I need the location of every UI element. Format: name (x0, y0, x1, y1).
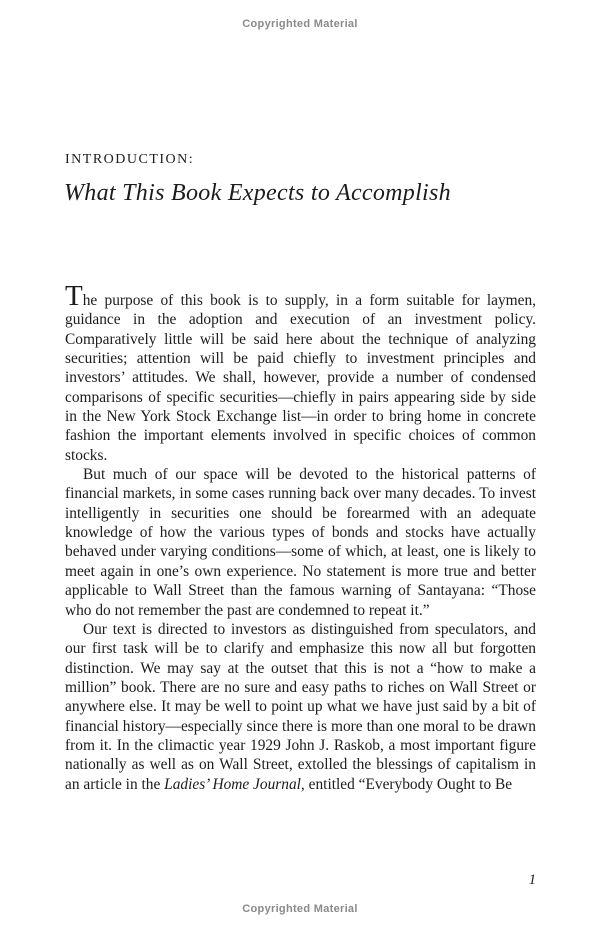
chapter-title: What This Book Expects to Accomplish (64, 180, 451, 206)
copyright-notice-top: Copyrighted Material (242, 18, 358, 30)
chapter-kicker: INTRODUCTION: (65, 152, 195, 167)
page-number: 1 (528, 872, 536, 888)
copyright-notice-bottom: Copyrighted Material (242, 903, 358, 915)
paragraph-1 (65, 280, 536, 465)
paragraph-3 (65, 620, 536, 794)
paragraph-3-text-a: Our text is directed to investors as distinguished from speculators, and our first task will be to clarify and emphasize this now all but forgotten distinction. We may say at the outset that this is not a “how to make a million” book. There are no sure and easy paths to riches on Wall Street or anywhere else. It may be well to point up what we have just said by a bit of financial history—especially since there is more than one moral to be drawn from it. In the climactic year 1929 John J. Raskob, a most important figure nationally as well as on Wall Street, extolled the blessings of capitalism in an article in the (65, 620, 536, 793)
body-text (65, 280, 536, 794)
initial-capital: T (65, 280, 83, 312)
paragraph-2: But much of our space will be devoted to the historical patterns of financial markets, in some cases running back over many decades. To invest intelligently in securities one should be forearmed with an adequate knowledge of how the various types of bonds and stocks have actually behaved under varying conditions—some of which, at least, one is likely to meet again in one’s own experience. No statement is more true and better applicable to Wall Street than the famous warning of Santayana: “Those who do not remember the past are condemned to repeat it.” (65, 466, 536, 619)
journal-title: Ladies’ Home Journal, (164, 775, 305, 793)
paragraph-3-text-b: entitled “Everybody Ought to Be (304, 775, 513, 793)
paragraph-1-text: he purpose of this book is to supply, in a form suitable for laymen, guidance in the adoption and execution of an investment policy. Comparatively little will be said here about the technique of analyzing securities; attention will be paid chiefly to investment principles and investors’ attitudes. We shall, however, provide a number of condensed comparisons of specific securities—chiefly in pairs appearing side by side in the New York Stock Exchange list—in order to bring home in concrete fashion the important elements involved in specific choices of common stocks. (65, 292, 536, 464)
